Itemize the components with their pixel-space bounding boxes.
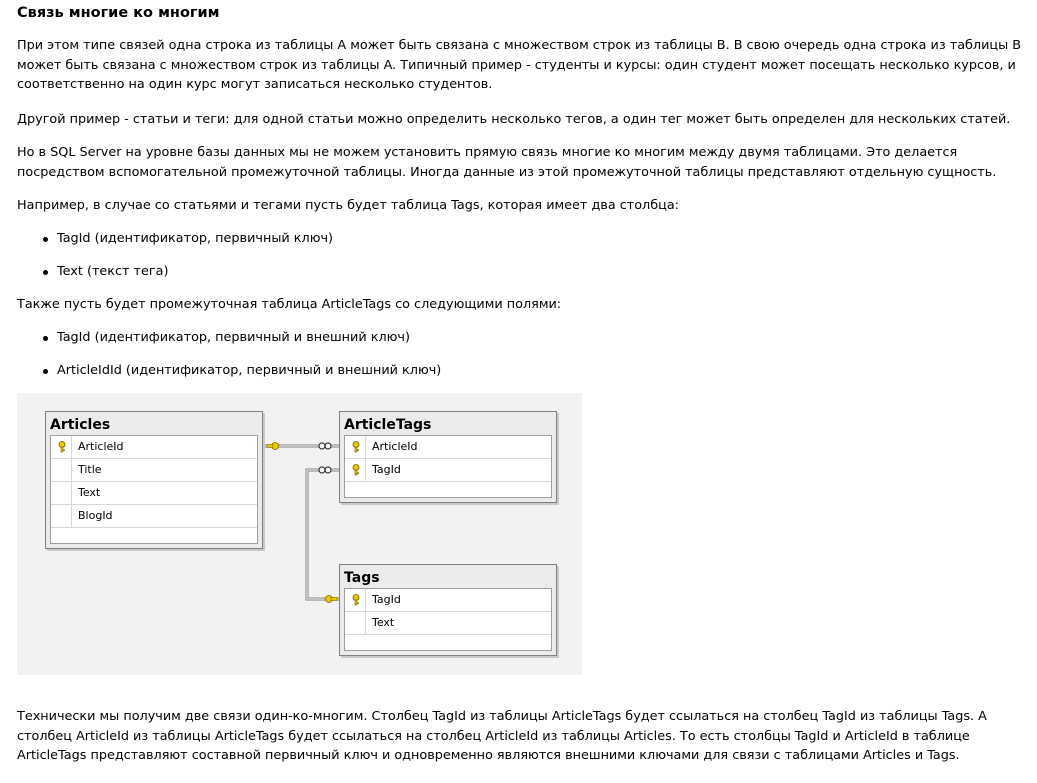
list-item: TagId (идентификатор, первичный и внешний ключ) [57,328,410,348]
table-tags[interactable] [339,564,557,656]
table-title: Articles [50,417,111,433]
primary-key-icon [351,441,361,453]
table-articletags[interactable] [339,411,557,503]
column-name: Text [78,486,101,499]
list-item: TagId (идентификатор, первичный ключ) [57,229,333,249]
primary-key-icon [351,594,361,606]
database-diagram [17,393,582,675]
paragraph-tags-intro: Например, в случае со статьями и тегами пусть будет таблица Tags, которая имеет два столбца: [17,198,679,213]
table-row[interactable] [51,505,257,528]
many-end-infinity-icon [319,443,331,449]
paragraph-conclusion: Технически мы получим две связи один-ко-многим. Столбец TagId из таблицы ArticleTags будет ссылаться на столбец TagId из таблицы Tags. А столбец ArticleId из таблицы ArticleTags будет ссылаться на столбец ArticleId из таблицы Articles. То есть столбцы TagId и ArticleId в таблице ArticleTags представляют составной первичный ключ и одновременно являются внешними ключами для связи с таблицами Articles и Tags. [17,709,987,763]
one-end-key-icon [267,443,279,450]
column-name: TagId [372,463,401,476]
column-name: TagId [372,593,401,606]
table-columns [50,435,258,544]
column-name: BlogId [78,509,113,522]
relation-line-articletags-tags [307,470,339,599]
column-name: Text [372,616,395,629]
table-row[interactable] [51,482,257,505]
table-columns [344,588,552,651]
table-columns [344,435,552,498]
table-row[interactable] [345,459,551,482]
one-end-key-icon [326,596,338,603]
column-name: Title [78,463,102,476]
primary-key-icon [351,464,361,476]
paragraph-intro: При этом типе связей одна строка из таблицы A может быть связана с множеством строк из таблицы B. В свою очередь одна строка из таблицы B может быть связана с множеством строк из таблицы A. Типичный пример - студенты и курсы: один студент может посещать несколько курсов, и соответственно на один курс могут записаться несколько студентов. [17,38,1022,92]
table-title: Tags [344,570,380,586]
table-row[interactable] [345,436,551,459]
table-row[interactable] [51,436,257,459]
list-item: Text (текст тега) [57,262,168,282]
table-row[interactable] [51,459,257,482]
many-end-infinity-icon [319,467,331,473]
table-row[interactable] [345,589,551,612]
list-item: ArticleIdId (идентификатор, первичный и внешний ключ) [57,361,441,381]
section-heading: Связь многие ко многим [17,5,220,21]
column-name: ArticleId [78,440,124,453]
paragraph-example: Другой пример - статьи и теги: для одной статьи можно определить несколько тегов, а один тег может быть определен для нескольких статей. [17,112,1011,127]
paragraph-sqlserver: Но в SQL Server на уровне базы данных мы не можем установить прямую связь многие ко многим между двумя таблицами. Это делается посредством вспомогательной промежуточной таблицы. Иногда данные из этой промежуточной таблицы представляют отдельную сущность. [17,145,997,180]
column-name: ArticleId [372,440,418,453]
table-title: ArticleTags [344,417,432,433]
primary-key-icon [57,441,67,453]
table-row[interactable] [345,612,551,635]
table-articles[interactable] [45,411,263,549]
paragraph-articletags-intro: Также пусть будет промежуточная таблица ArticleTags со следующими полями: [17,297,562,312]
